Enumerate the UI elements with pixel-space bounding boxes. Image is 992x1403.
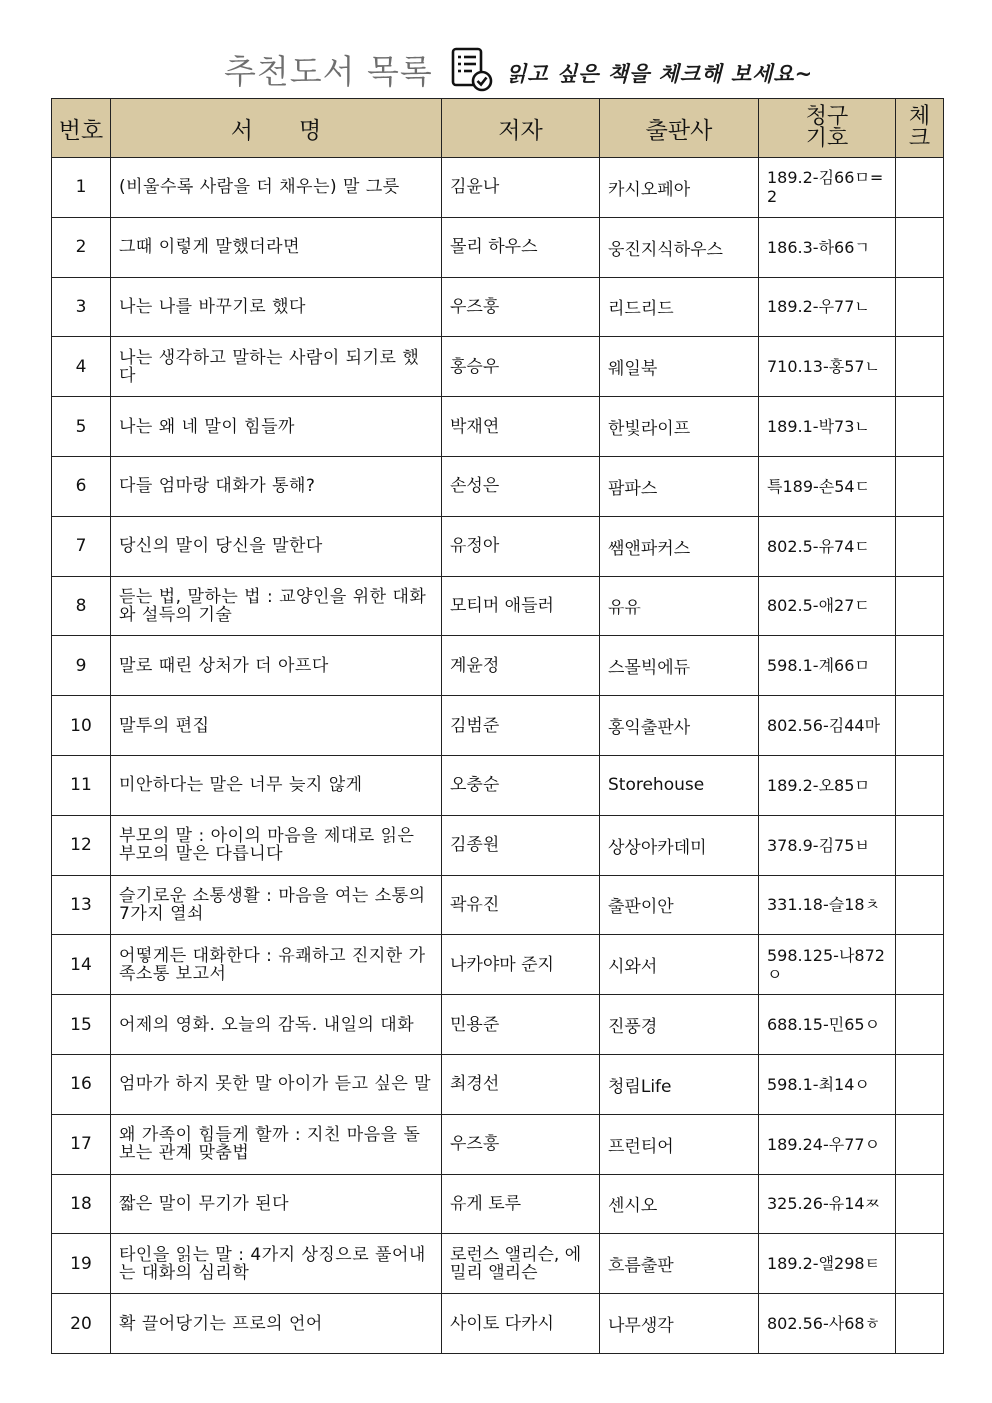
book-title: 듣는 법, 말하는 법 : 교양인을 위한 대화와 설득의 기술 — [111, 576, 442, 636]
book-publisher: 진풍경 — [600, 995, 759, 1055]
book-title: 부모의 말 : 아이의 마음을 제대로 읽은 부모의 말은 다릅니다 — [111, 815, 442, 875]
table-row — [52, 636, 944, 696]
book-title: 나는 나를 바꾸기로 했다 — [111, 277, 442, 337]
book-title: 당신의 말이 당신을 말한다 — [111, 516, 442, 576]
row-number: 1 — [52, 158, 111, 218]
book-title: 그때 이렇게 말했더라면 — [111, 217, 442, 277]
book-author: 계윤정 — [442, 636, 600, 696]
book-author: 유게 토루 — [442, 1174, 600, 1234]
book-author: 김범준 — [442, 696, 600, 756]
row-number: 12 — [52, 815, 111, 875]
book-call-number: 189.2-김66ㅁ=2 — [759, 158, 896, 218]
book-publisher: 시와서 — [600, 935, 759, 995]
book-call-number: 186.3-하66ㄱ — [759, 217, 896, 277]
book-publisher: 한빛라이프 — [600, 397, 759, 457]
book-author: 홍승우 — [442, 337, 600, 397]
column-header-publisher: 출판사 — [600, 99, 759, 158]
book-title: 말로 때린 상처가 더 아프다 — [111, 636, 442, 696]
check-box-cell[interactable] — [896, 1234, 944, 1294]
book-publisher: 출판이안 — [600, 875, 759, 935]
book-author: 유정아 — [442, 516, 600, 576]
book-publisher: 유유 — [600, 576, 759, 636]
book-publisher: 센시오 — [600, 1174, 759, 1234]
check-box-cell[interactable] — [896, 995, 944, 1055]
check-box-cell[interactable] — [896, 755, 944, 815]
row-number: 19 — [52, 1234, 111, 1294]
table-row — [52, 576, 944, 636]
book-title: 어제의 영화. 오늘의 감독. 내일의 대화 — [111, 995, 442, 1055]
book-publisher: 쌤앤파커스 — [600, 516, 759, 576]
book-call-number: 189.1-박73ㄴ — [759, 397, 896, 457]
book-call-number: 189.2-우77ㄴ — [759, 277, 896, 337]
check-box-cell[interactable] — [896, 337, 944, 397]
book-title: 타인을 읽는 말 : 4가지 상징으로 풀어내는 대화의 심리학 — [111, 1234, 442, 1294]
book-publisher: 청림Life — [600, 1054, 759, 1114]
book-call-number: 598.1-최14ㅇ — [759, 1054, 896, 1114]
row-number: 6 — [52, 456, 111, 516]
book-call-number: 802.56-사68ㅎ — [759, 1294, 896, 1354]
check-box-cell[interactable] — [896, 516, 944, 576]
book-publisher: 팜파스 — [600, 456, 759, 516]
book-call-number: 598.1-계66ㅁ — [759, 636, 896, 696]
book-title: (비울수록 사람을 더 채우는) 말 그릇 — [111, 158, 442, 218]
row-number: 3 — [52, 277, 111, 337]
book-title: 미안하다는 말은 너무 늦지 않게 — [111, 755, 442, 815]
table-row — [52, 755, 944, 815]
book-publisher: 흐름출판 — [600, 1234, 759, 1294]
page-header — [0, 38, 992, 98]
book-title: 말투의 편집 — [111, 696, 442, 756]
table-row — [52, 158, 944, 218]
row-number: 18 — [52, 1174, 111, 1234]
row-number: 4 — [52, 337, 111, 397]
check-box-cell[interactable] — [896, 935, 944, 995]
column-header-no: 번호 — [52, 99, 111, 158]
check-box-cell[interactable] — [896, 875, 944, 935]
check-box-cell[interactable] — [896, 456, 944, 516]
book-publisher: 홍익출판사 — [600, 696, 759, 756]
book-call-number: 189.2-오85ㅁ — [759, 755, 896, 815]
book-call-number: 325.26-유14ㅉ — [759, 1174, 896, 1234]
book-author: 우즈훙 — [442, 277, 600, 337]
book-call-number: 189.24-우77ㅇ — [759, 1114, 896, 1174]
row-number: 13 — [52, 875, 111, 935]
book-author: 모티머 애들러 — [442, 576, 600, 636]
check-box-cell[interactable] — [896, 397, 944, 457]
book-publisher: 리드리드 — [600, 277, 759, 337]
table-row — [52, 875, 944, 935]
row-number: 11 — [52, 755, 111, 815]
table-row — [52, 696, 944, 756]
book-call-number: 331.18-슬18ㅊ — [759, 875, 896, 935]
check-label-line1: 체 — [908, 104, 931, 129]
call-number-label-line2: 기호 — [805, 126, 849, 151]
book-list-table — [51, 98, 944, 1354]
page-subtitle: 읽고 싶은 책을 체크해 보세요~ — [506, 61, 814, 86]
book-author: 몰리 하우스 — [442, 217, 600, 277]
row-number: 15 — [52, 995, 111, 1055]
row-number: 20 — [52, 1294, 111, 1354]
book-title: 왜 가족이 힘들게 할까 : 지친 마음을 돌보는 관계 맞춤법 — [111, 1114, 442, 1174]
row-number: 17 — [52, 1114, 111, 1174]
check-box-cell[interactable] — [896, 1174, 944, 1234]
book-call-number: 378.9-김75ㅂ — [759, 815, 896, 875]
column-header-author: 저자 — [442, 99, 600, 158]
book-title: 확 끌어당기는 프로의 언어 — [111, 1294, 442, 1354]
table-row — [52, 935, 944, 995]
table-row — [52, 1174, 944, 1234]
page-title: 추천도서 목록 — [224, 52, 433, 91]
book-call-number: 특189-손54ㄷ — [759, 456, 896, 516]
book-call-number: 802.5-애27ㄷ — [759, 576, 896, 636]
book-publisher: 프런티어 — [600, 1114, 759, 1174]
row-number: 10 — [52, 696, 111, 756]
table-row — [52, 337, 944, 397]
check-box-cell[interactable] — [896, 576, 944, 636]
row-number: 2 — [52, 217, 111, 277]
book-publisher: 스몰빅에듀 — [600, 636, 759, 696]
column-header-check — [896, 99, 944, 158]
book-title: 어떻게든 대화한다 : 유쾌하고 진지한 가족소통 보고서 — [111, 935, 442, 995]
row-number: 8 — [52, 576, 111, 636]
checklist-document-icon — [450, 46, 494, 92]
table-row — [52, 217, 944, 277]
book-title: 나는 생각하고 말하는 사람이 되기로 했다 — [111, 337, 442, 397]
check-box-cell[interactable] — [896, 1054, 944, 1114]
book-publisher: Storehouse — [600, 755, 759, 815]
check-box-cell[interactable] — [896, 636, 944, 696]
book-author: 최경선 — [442, 1054, 600, 1114]
book-publisher: 웅진지식하우스 — [600, 217, 759, 277]
table-row — [52, 1234, 944, 1294]
table-row — [52, 1294, 944, 1354]
book-publisher: 웨일북 — [600, 337, 759, 397]
book-title: 슬기로운 소통생활 : 마음을 여는 소통의 7가지 열쇠 — [111, 875, 442, 935]
book-author: 사이토 다카시 — [442, 1294, 600, 1354]
table-row — [52, 397, 944, 457]
book-title: 나는 왜 네 말이 힘들까 — [111, 397, 442, 457]
table-row — [52, 1054, 944, 1114]
book-publisher: 나무생각 — [600, 1294, 759, 1354]
check-box-cell[interactable] — [896, 217, 944, 277]
table-row — [52, 516, 944, 576]
book-call-number: 802.5-유74ㄷ — [759, 516, 896, 576]
book-author: 오충순 — [442, 755, 600, 815]
table-row — [52, 1114, 944, 1174]
column-header-call-number — [759, 99, 896, 158]
book-title: 다들 엄마랑 대화가 통해? — [111, 456, 442, 516]
book-publisher: 카시오페아 — [600, 158, 759, 218]
call-number-label-line1: 청구 — [805, 104, 849, 129]
book-author: 박재연 — [442, 397, 600, 457]
book-call-number: 688.15-민65ㅇ — [759, 995, 896, 1055]
check-box-cell[interactable] — [896, 1114, 944, 1174]
check-box-cell[interactable] — [896, 158, 944, 218]
book-publisher: 상상아카데미 — [600, 815, 759, 875]
row-number: 16 — [52, 1054, 111, 1114]
book-call-number: 189.2-앨298ㅌ — [759, 1234, 896, 1294]
check-box-cell[interactable] — [896, 815, 944, 875]
row-number: 9 — [52, 636, 111, 696]
table-row — [52, 995, 944, 1055]
book-call-number: 710.13-홍57ㄴ — [759, 337, 896, 397]
column-header-title: 서 명 — [111, 99, 442, 158]
check-box-cell[interactable] — [896, 696, 944, 756]
book-call-number: 802.56-김44마 — [759, 696, 896, 756]
row-number: 5 — [52, 397, 111, 457]
check-label-line2: 크 — [908, 126, 931, 151]
book-title: 엄마가 하지 못한 말 아이가 듣고 싶은 말 — [111, 1054, 442, 1114]
row-number: 7 — [52, 516, 111, 576]
book-author: 곽유진 — [442, 875, 600, 935]
book-author: 우즈훙 — [442, 1114, 600, 1174]
table-header-row — [52, 99, 944, 158]
table-row — [52, 456, 944, 516]
row-number: 14 — [52, 935, 111, 995]
book-author: 민용준 — [442, 995, 600, 1055]
book-author: 김종원 — [442, 815, 600, 875]
book-call-number: 598.125-나872ㅇ — [759, 935, 896, 995]
table-row — [52, 815, 944, 875]
check-box-cell[interactable] — [896, 1294, 944, 1354]
book-author: 로런스 앨리슨, 에밀리 앨리슨 — [442, 1234, 600, 1294]
check-box-cell[interactable] — [896, 277, 944, 337]
book-title: 짧은 말이 무기가 된다 — [111, 1174, 442, 1234]
book-author: 김윤나 — [442, 158, 600, 218]
book-author: 손성은 — [442, 456, 600, 516]
table-row — [52, 277, 944, 337]
book-author: 나카야마 준지 — [442, 935, 600, 995]
